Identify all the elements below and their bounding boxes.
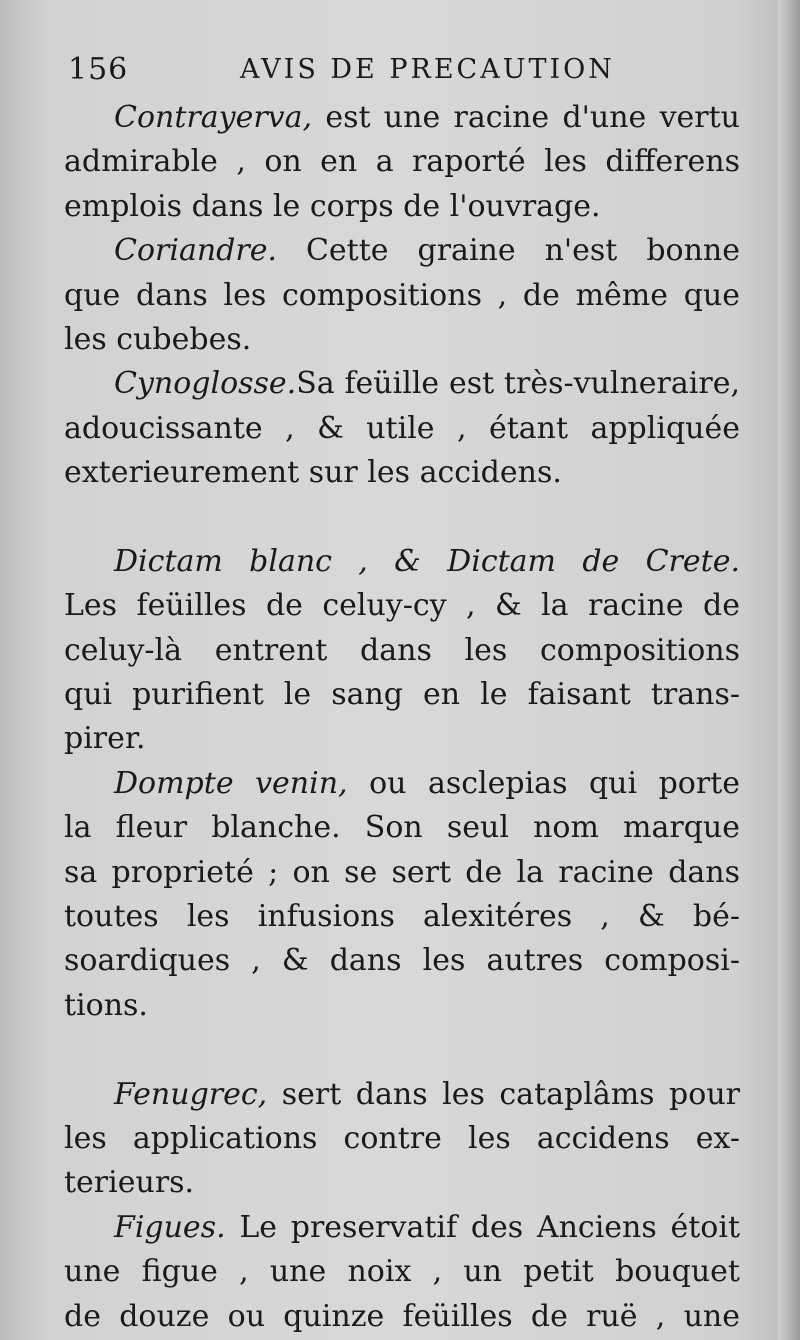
- text-line: Les feüilles de celuy-cy , & la racine de: [64, 588, 740, 624]
- text-line: [64, 229, 740, 273]
- text-line: admirable , on en a raporté les differens: [64, 144, 740, 180]
- text-line: [64, 362, 740, 406]
- text-line: toutes les infusions alexitéres , & bé-: [64, 899, 740, 935]
- text-line: [64, 1073, 740, 1117]
- entry-term: Figues.: [114, 1209, 226, 1245]
- text-line: pirer.: [64, 721, 146, 757]
- text-line: les cubebes.: [64, 321, 252, 357]
- entry-term: Cynoglosse.: [114, 366, 297, 402]
- text-line: que dans les compositions , de même que: [64, 277, 740, 313]
- text-line: emplois dans le corps de l'ouvrage.: [64, 188, 601, 224]
- running-title: AVIS DE PRECAUTION: [240, 54, 615, 85]
- text-line: celuy-là entrent dans les compositions: [64, 632, 740, 668]
- entry-text: est une racine d'une vertu: [312, 100, 740, 135]
- text-line: qui purifient le sang en le faisant trans-: [64, 677, 740, 713]
- page-gutter: [778, 0, 800, 1340]
- text-line: [64, 540, 740, 584]
- text-line: la fleur blanche. Son seul nom marque: [64, 810, 740, 846]
- entry-term: Fenugrec,: [114, 1076, 268, 1112]
- entry-text: Cette graine n'est bonne: [277, 233, 740, 269]
- text-line: soardiques , & dans les autres composi-: [64, 943, 740, 979]
- page-header: [68, 52, 740, 92]
- entry-text: Le preservatif des Anciens étoit: [225, 1209, 740, 1245]
- text-line: [64, 762, 740, 806]
- text-line: une figue , une noix , un petit bouquet: [64, 1254, 740, 1290]
- text-line: exterieurement sur les accidens.: [64, 455, 562, 491]
- blank-line: [64, 1028, 740, 1072]
- blank-line: [64, 496, 740, 540]
- entry-term: Dompte venin,: [114, 765, 348, 801]
- text-line: tions.: [64, 987, 148, 1023]
- text-line: [64, 96, 740, 140]
- entry-text: ou asclepias qui porte: [347, 765, 741, 801]
- page-number: 156: [68, 52, 129, 87]
- text-line: sa proprieté ; on se sert de la racine dans: [64, 854, 740, 890]
- text-line: de douze ou quinze feüilles de ruë , une: [64, 1298, 740, 1334]
- text-line: terieurs.: [64, 1165, 195, 1201]
- text-line: [64, 1206, 740, 1250]
- entry-text: sert dans les cataplâms pour: [267, 1076, 740, 1112]
- body-text: [64, 96, 740, 1339]
- entry-text: Sa feüille est très-vulneraire,: [296, 366, 740, 402]
- text-line: adoucissante , & utile , étant appliquée: [64, 410, 740, 446]
- entry-term: Contrayerva,: [114, 100, 313, 135]
- entry-term: Dictam blanc , & Dictam de Crete.: [114, 543, 740, 579]
- entry-term: Coriandre.: [114, 233, 277, 269]
- text-line: les applications contre les accidens ex-: [64, 1120, 740, 1156]
